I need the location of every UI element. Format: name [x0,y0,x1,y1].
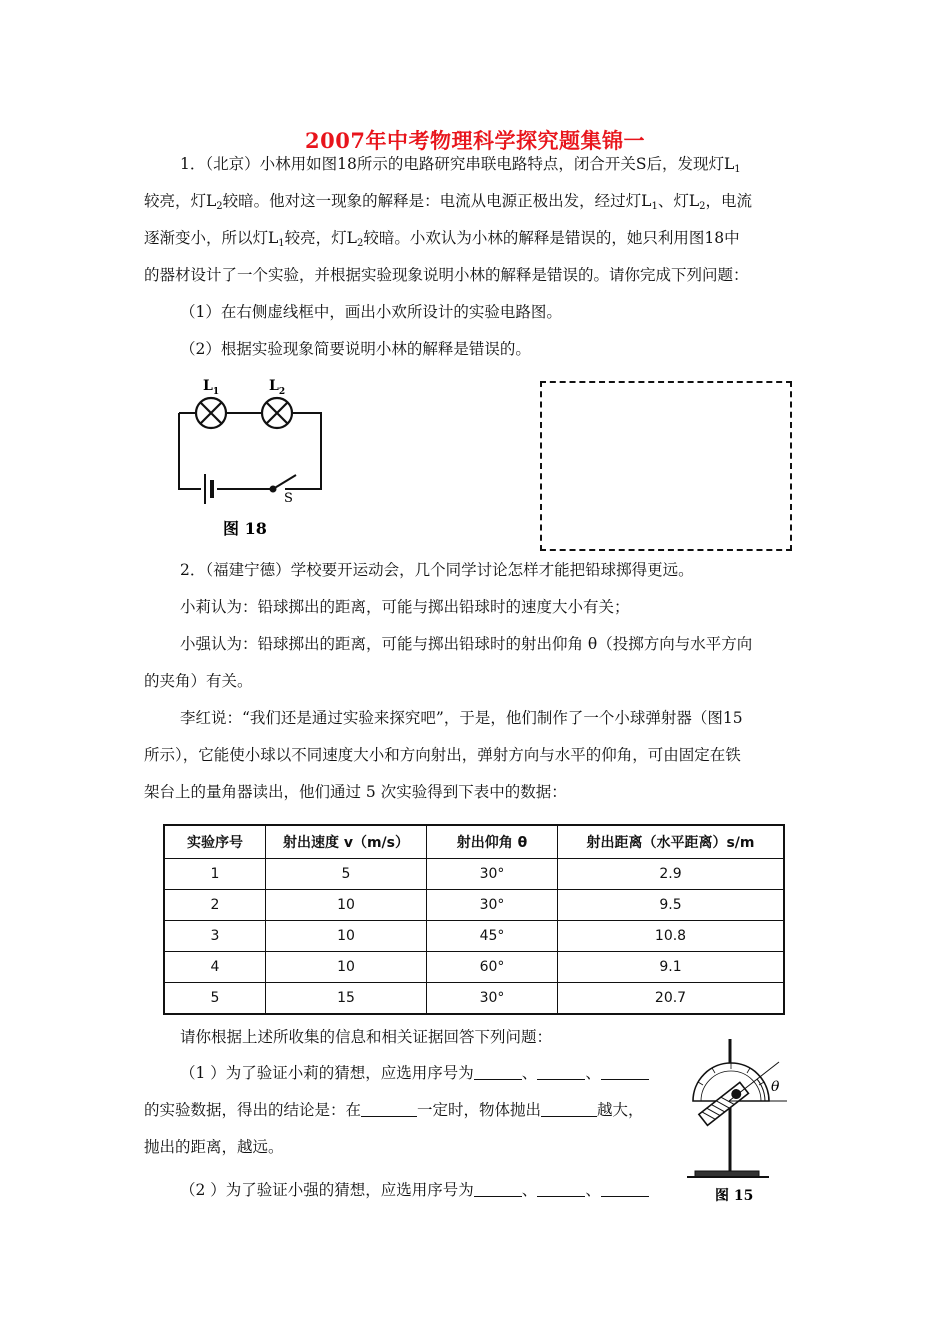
q1-line-1 [180,154,741,174]
q2-text: 的实验数据，得出的结论是：在 [144,1101,362,1119]
figure-18-caption: 图 18 [223,519,267,538]
table-cell: 10.8 [558,921,785,952]
table-cell: 2.9 [558,859,785,890]
table-header-row [164,825,784,859]
q2-lihong-2: 所示），它能使小球以不同速度大小和方向射出，弹射方向与水平的仰角，可由固定在铁 [144,746,741,764]
table-cell: 30° [427,983,558,1015]
subscript: 1 [651,201,658,212]
table-cell: 10 [266,890,427,921]
table-cell: 4 [164,952,266,983]
subscript: 2 [699,201,706,212]
answer-blank[interactable] [474,1064,522,1080]
table-header-cell: 射出速度 v（m/s） [266,825,427,859]
q2-text: （2 ）为了验证小强的猜想，应选用序号为 [180,1181,474,1199]
q1-text: 较暗。他对这一现象的解释是：电流从电源正极出发，经过灯L [222,192,652,210]
answer-blank[interactable] [601,1181,649,1197]
subscript: 2 [216,201,223,212]
label-l2: $L_2$ [269,378,286,397]
label-s: S [284,491,293,506]
lamp-l2-icon [262,398,292,428]
answer-blank[interactable] [537,1064,585,1080]
table-cell: 20.7 [558,983,785,1015]
q2-sub1-line-2 [144,1100,644,1120]
separator: 、 [585,1181,601,1199]
q1-text: 较暗。小欢认为小林的解释是错误的，她只利用图18中 [363,229,740,247]
separator: 、 [521,1181,538,1199]
table-row [164,983,784,1015]
table-header-cell: 实验序号 [164,825,266,859]
subscript: 1 [278,238,285,249]
table-cell: 9.1 [558,952,785,983]
table-cell: 2 [164,890,266,921]
table-row [164,952,784,983]
q1-part-1: （1）在右侧虚线框中，画出小欢所设计的实验电路图。 [180,303,562,321]
q2-text: （1 ）为了验证小莉的猜想，应选用序号为 [180,1064,474,1082]
table-cell: 10 [266,921,427,952]
q2-xiaoqiang-2: 的夹角）有关。 [144,672,253,690]
q2-lihong-3: 架台上的量角器读出，他们通过 5 次实验得到下表中的数据： [144,783,567,801]
answer-blank[interactable] [541,1101,597,1117]
table-cell: 10 [266,952,427,983]
answer-blank[interactable] [474,1181,522,1197]
lamp-l1-icon [196,398,226,428]
answer-blank[interactable] [601,1064,649,1080]
label-l1: $L_1$ [203,378,220,397]
answer-blank[interactable] [361,1101,417,1117]
q1-text: ，电流 [705,192,753,210]
q2-sub1-line-3: 抛出的距离，越远。 [144,1138,284,1156]
separator: 、 [585,1064,601,1082]
table-cell: 5 [164,983,266,1015]
subscript: 2 [356,238,364,249]
q2-intro: 2．（福建宁德）学校要开运动会，几个同学讨论怎样才能把铅球掷得更远。 [180,561,694,579]
q1-line-3 [144,228,740,248]
table-cell: 30° [427,890,558,921]
q2-text: 越大， [597,1101,644,1119]
q1-text: 逐渐变小，所以灯L [144,229,279,247]
answer-blank[interactable] [537,1181,585,1197]
table-row [164,859,784,890]
q1-text: 较亮，灯L [284,229,357,247]
subscript: 1 [734,164,741,175]
q2-xiaoqiang-1: 小强认为：铅球掷出的距离，可能与掷出铅球时的射出仰角 θ（投掷方向与水平方向 [180,635,753,653]
q1-text: 、灯L [657,192,700,210]
q1-line-2 [144,191,752,211]
battery-icon [201,474,212,504]
table-row [164,921,784,952]
page-title: 2007年中考物理科学探究题集锦一 [305,128,645,153]
q2-xiaoli: 小莉认为：铅球掷出的距离，可能与掷出铅球时的速度大小有关； [180,598,630,616]
table-cell: 30° [427,859,558,890]
table-row [164,890,784,921]
q2-text: 一定时，物体抛出 [417,1101,542,1119]
launcher-figure-15 [683,1035,803,1210]
theta-label: θ [771,1079,780,1095]
figure-15-caption: 图 15 [715,1188,754,1204]
table-cell: 45° [427,921,558,952]
q1-part-2: （2）根据实验现象简要说明小林的解释是错误的。 [180,340,531,358]
table-cell: 60° [427,952,558,983]
q2-prompt: 请你根据上述所收集的信息和相关证据回答下列问题： [180,1028,553,1046]
dashed-drawing-box [540,381,792,551]
experiment-data-table [163,824,785,1015]
table-cell: 3 [164,921,266,952]
q2-lihong-1: 李红说：“我们还是通过实验来探究吧”，于是，他们制作了一个小球弹射器（图15 [180,709,743,727]
separator: 、 [521,1064,538,1082]
table-cell: 15 [266,983,427,1015]
q2-sub1-line-1 [180,1063,649,1083]
q1-line-4: 的器材设计了一个实验，并根据实验现象说明小林的解释是错误的。请你完成下列问题： [144,266,749,284]
table-header-cell: 射出距离（水平距离）s/m [558,825,785,859]
q1-text: 1．（北京）小林用如图18所示的电路研究串联电路特点，闭合开关S后，发现灯L [180,155,735,173]
table-cell: 9.5 [558,890,785,921]
q2-sub2-line-1 [180,1180,649,1200]
table-header-cell: 射出仰角 θ [427,825,558,859]
table-cell: 5 [266,859,427,890]
circuit-figure-18 [165,372,345,547]
q1-text: 较亮，灯L [144,192,217,210]
table-cell: 1 [164,859,266,890]
